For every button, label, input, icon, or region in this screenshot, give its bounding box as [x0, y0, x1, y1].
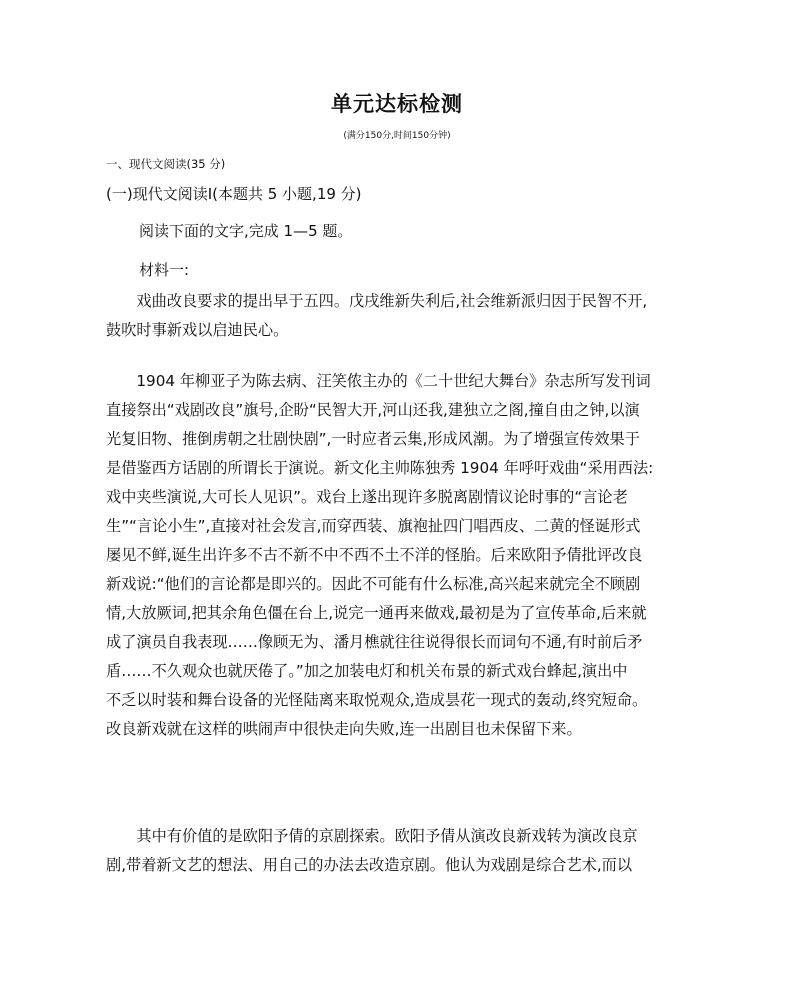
text-line: 剧,带着新文艺的想法、用自己的办法去改造京剧。他认为戏剧是综合艺术,而以 [106, 856, 633, 874]
paragraph-2 [106, 367, 692, 744]
text-line: 1904 年柳亚子为陈去病、汪笑侬主办的《二十世纪大舞台》杂志所写发刊词 [106, 372, 651, 390]
text-line: 屡见不鲜,诞生出许多不古不新不中不西不土不洋的怪胎。后来欧阳予倩批评改良 [106, 546, 643, 564]
text-line: 生”“言论小生”,直接对社会发言,而穿西装、旗袍扯四门唱西皮、二黄的怪诞形式 [106, 517, 641, 535]
text-line: 戏中夹些演说,大可长人见识”。戏台上遂出现许多脱离剧情议论时事的“言论老 [106, 488, 628, 506]
section-heading: 一、现代文阅读(35 分) [106, 157, 226, 171]
paragraph-1 [106, 287, 692, 345]
text-line: 戏曲改良要求的提出早于五四。戊戌维新失利后,社会维新派归因于民智不开, [106, 292, 648, 310]
text-line: 成了演员自我表现……像顾无为、潘月樵就往往说得很长而词句不通,有时前后矛 [106, 633, 643, 651]
text-line: 新戏说:“他们的言论都是即兴的。因此不可能有什么标准,高兴起来就完全不顾剧 [106, 575, 641, 593]
subsection-heading: (一)现代文阅读Ⅰ(本题共 5 小题,19 分) [106, 185, 362, 203]
text-line: 情,大放厥词,把其余角色僵在台上,说完一通再来做戏,最初是为了宣传革命,后来就 [106, 604, 647, 622]
text-line: 其中有价值的是欧阳予倩的京剧探索。欧阳予倩从演改良新戏转为演改良京 [106, 827, 638, 845]
text-line: 光复旧物、推倒虏朝之壮剧快剧”,一时应者云集,形成风潮。为了增强宣传效果于 [106, 430, 640, 448]
material-label: 材料一: [139, 261, 190, 279]
text-line: 盾……不久观众也就厌倦了。”加之加装电灯和机关布景的新式戏台蜂起,演出中 [106, 662, 628, 680]
text-line: 不乏以时装和舞台设备的光怪陆离来取悦观众,造成昙花一现式的轰动,终究短命。 [106, 691, 648, 709]
text-line: 直接祭出“戏剧改良”旗号,企盼“民智大开,河山还我,建独立之阁,撞自由之钟,以演 [106, 401, 640, 419]
exam-info: (满分150分,时间150分钟) [343, 131, 451, 141]
reading-instruction: 阅读下面的文字,完成 1—5 题。 [139, 222, 353, 240]
paragraph-3 [106, 822, 692, 880]
text-line: 改良新戏就在这样的哄闹声中很快走向失败,连一出剧目也未保留下来。 [106, 720, 582, 738]
text-line: 鼓吹时事新戏以启迪民心。 [106, 321, 289, 339]
page-title: 单元达标检测 [331, 92, 463, 116]
text-line: 是借鉴西方话剧的所谓长于演说。新文化主帅陈独秀 1904 年呼吁戏曲“采用西法: [106, 459, 654, 477]
